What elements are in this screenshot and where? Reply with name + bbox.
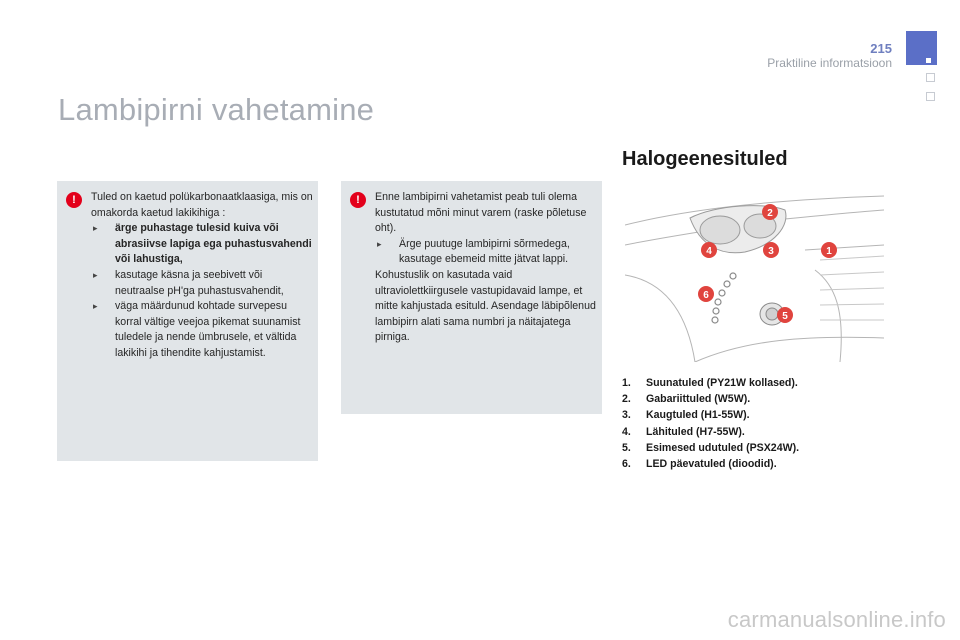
bullet-arrow-icon: ▸ xyxy=(93,269,98,280)
callout-marker-3 xyxy=(763,242,779,258)
svg-text:4: 4 xyxy=(706,246,712,257)
bullet-item: ▸ ärge puhastage tulesid kuiva või abrasiivse lapiga ega puhastusvahendi või lahustiga, xyxy=(93,222,312,266)
warning-intro: Enne lambipirni vahetamist peab tuli olema kustutatud mõni minut varem (raske põletuse oht). xyxy=(375,191,587,235)
headlight-illustration xyxy=(625,190,884,362)
bullet-item: ▸ kasutage käsna ja seebivett või neutraalse pH'ga puhastusvahendit, xyxy=(93,268,284,297)
chapter-tab[interactable] xyxy=(926,73,935,82)
warning-text xyxy=(375,190,597,346)
svg-text:3: 3 xyxy=(768,246,774,257)
warning-outro: Kohustuslik on kasutada vaid ultraviolettkiirgusele vastupidavaid lampe, et mitte kahjustada esituld. Asendage läbipõlenud lambipirn alati sama numbri ja näitajatega pirniga. xyxy=(375,268,596,344)
list-item: 6. LED päevatuled (dioodid). xyxy=(622,458,777,471)
warning-box-cleaning xyxy=(57,181,318,461)
page-number: 215 xyxy=(870,41,892,56)
callout-marker-5 xyxy=(777,307,793,323)
callout-marker-4 xyxy=(701,242,717,258)
chapter-tab[interactable] xyxy=(926,92,935,101)
svg-text:5: 5 xyxy=(782,311,788,322)
warning-icon: ! xyxy=(66,192,82,208)
bullet-arrow-icon: ▸ xyxy=(93,301,98,312)
section-subtitle: Halogeenesituled xyxy=(622,148,788,170)
warning-intro: Tuled on kaetud polükarbonaatklaasiga, mis on omakorda kaetud lakikihiga : xyxy=(91,191,313,219)
warning-box-bulb xyxy=(341,181,602,414)
list-item: 5. Esimesed udutuled (PSX24W). xyxy=(622,441,800,454)
svg-text:2: 2 xyxy=(767,208,773,219)
section-label: Praktiline informatsioon xyxy=(767,56,892,70)
warning-icon: ! xyxy=(350,192,366,208)
list-item: 4. Lähituled (H7-55W). xyxy=(622,425,745,438)
warning-text xyxy=(91,190,313,362)
callout-marker-2 xyxy=(762,204,778,220)
list-item: 2. Gabariittuled (W5W). xyxy=(622,393,751,406)
callout-marker-1 xyxy=(821,242,837,258)
bullet-item: ▸ väga määrdunud kohtade survepesu korral vältige veejoa pikemat suunamist tuledele ja nende ümbrusele, et vältida lakikihi ja tihendite kahjustamist. xyxy=(93,300,301,359)
page-title: Lambipirni vahetamine xyxy=(58,92,375,127)
chapter-tab-active[interactable] xyxy=(906,31,937,65)
svg-text:1: 1 xyxy=(826,246,832,257)
bullet-item: ▸ Ärge puutuge lambipirni sõrmedega, kasutage ebemeid mitte jätvat lappi. xyxy=(377,237,570,266)
svg-text:6: 6 xyxy=(703,290,709,301)
watermark: carmanualsonline.info xyxy=(727,607,946,632)
tab-dot-icon xyxy=(926,58,931,63)
callout-marker-6 xyxy=(698,286,714,302)
lamp-spec-list xyxy=(622,375,799,472)
list-item: 1. Suunatuled (PY21W kollased). xyxy=(622,377,798,389)
bullet-arrow-icon: ▸ xyxy=(377,238,382,249)
list-item: 3. Kaugtuled (H1-55W). xyxy=(622,409,750,422)
bullet-arrow-icon: ▸ xyxy=(93,223,98,234)
